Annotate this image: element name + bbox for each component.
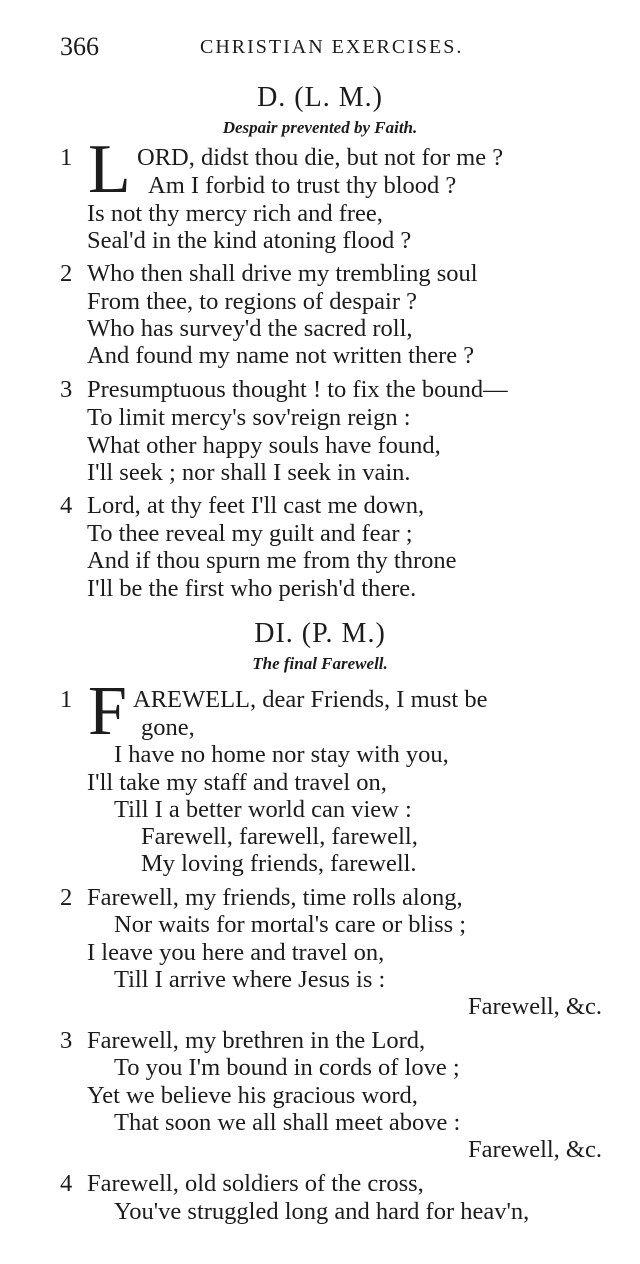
hymn-subtitle: The final Farewell. [252, 654, 388, 673]
verse-line: Who then shall drive my trembling soul [87, 260, 478, 287]
verse-line: To you I'm bound in cords of love ; [114, 1054, 460, 1081]
verse-line: Farewell, old soldiers of the cross, [87, 1170, 424, 1197]
verse-line: I have no home nor stay with you, [114, 741, 449, 768]
verse-line: I leave you here and travel on, [87, 939, 385, 966]
verse-line: To limit mercy's sov'reign reign : [87, 404, 411, 431]
running-title: CHRISTIAN EXERCISES. [200, 36, 464, 58]
hymn-title: D. (L. M.) [257, 82, 383, 113]
stanza-number: 4 [60, 1170, 73, 1197]
verse-line: Seal'd in the kind atoning flood ? [87, 227, 412, 254]
verse-line: Till I a better world can view : [114, 796, 412, 823]
verse-line: Farewell, my friends, time rolls along, [87, 884, 463, 911]
drop-cap: F [88, 673, 127, 750]
verse-line: Am I forbid to trust thy blood ? [148, 172, 457, 199]
drop-cap: L [88, 131, 131, 208]
verse-line: To thee reveal my guilt and fear ; [87, 520, 413, 547]
verse-line: I'll be the first who perish'd there. [87, 575, 417, 602]
verse-line: You've struggled long and hard for heav'n, [114, 1198, 530, 1225]
verse-line: What other happy souls have found, [87, 432, 441, 459]
verse-line: Till I arrive where Jesus is : [114, 966, 386, 993]
verse-line: Farewell, my brethren in the Lord, [87, 1027, 426, 1054]
stanza-number: 3 [60, 376, 73, 403]
stanza-number: 2 [60, 884, 73, 911]
verse-line: AREWELL, dear Friends, I must be [133, 686, 488, 713]
verse-line: And if thou spurn me from thy throne [87, 547, 457, 574]
verse-line: gone, [141, 714, 195, 741]
verse-line: I'll take my staff and travel on, [87, 769, 387, 796]
verse-line: Farewell, farewell, farewell, [141, 823, 418, 850]
verse-line: And found my name not written there ? [87, 342, 475, 369]
hymn-title: DI. (P. M.) [254, 618, 386, 649]
verse-line: From thee, to regions of despair ? [87, 288, 417, 315]
stanza-number: 4 [60, 492, 73, 519]
verse-line: Presumptuous thought ! to fix the bound— [87, 376, 508, 403]
verse-line: ORD, didst thou die, but not for me ? [137, 144, 504, 171]
verse-line: Farewell, &c. [467, 993, 602, 1020]
verse-line: Is not thy mercy rich and free, [87, 200, 383, 227]
verse-line: Lord, at thy feet I'll cast me down, [87, 492, 425, 519]
stanza-number: 2 [60, 260, 73, 287]
hymn-subtitle: Despair prevented by Faith. [222, 118, 418, 137]
verse-line: My loving friends, farewell. [141, 850, 417, 877]
verse-line: Farewell, &c. [467, 1136, 602, 1163]
page-header [60, 32, 600, 62]
stanza-number: 1 [60, 686, 73, 713]
verse-line: Nor waits for mortal's care or bliss ; [114, 911, 467, 938]
verse-line: I'll seek ; nor shall I seek in vain. [87, 459, 411, 486]
stanza-number: 1 [60, 144, 73, 171]
page-number: 366 [60, 32, 99, 61]
verse-line: Who has survey'd the sacred roll, [87, 315, 413, 342]
verse-line: That soon we all shall meet above : [114, 1109, 461, 1136]
verse-line: Yet we believe his gracious word, [87, 1082, 418, 1109]
stanza-number: 3 [60, 1027, 73, 1054]
